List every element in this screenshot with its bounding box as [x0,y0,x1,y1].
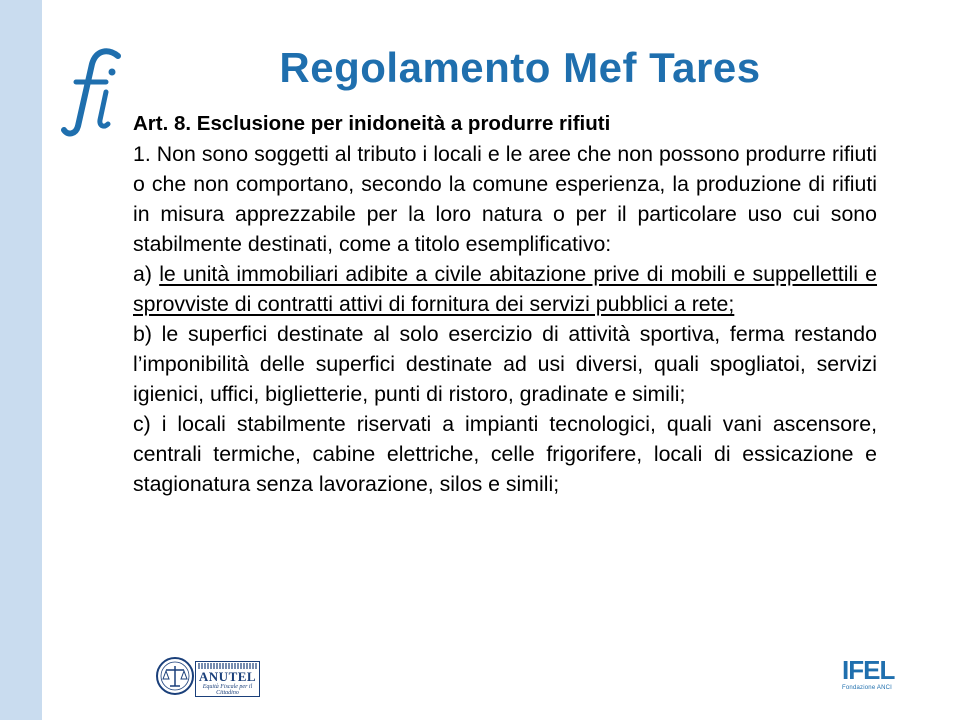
scales-seal-icon [155,655,195,697]
anutel-tagline: Equità Fiscale per il Cittadino [202,684,253,696]
paragraph-1: 1. Non sono soggetti al tributo i locali e le aree che non possono produrre rifiuti o che non comportano, secondo la comune esperienza, la produzione di rifiuti in misura apprezzabile per la loro natura o per il particolare uso cui sono stabilmente destinati, come a titolo esemplificativo: [133,142,877,256]
item-a [133,259,877,319]
anutel-wordmark [195,661,260,697]
item-a-prefix: a) [133,262,160,286]
slide-title: Regolamento Mef Tares [279,44,761,91]
ifel-logo [842,657,898,697]
item-c: c) i locali stabilmente riservati a impianti tecnologici, quali vani ascensore, centrali termiche, cabine elettriche, celle frigorifere, locali di essicazione e stagionatura senza lavorazione, silos e simili; [133,412,877,496]
item-a-text: le unità immobiliari adibite a civile abitazione prive di mobili e suppellettili e sprovviste di contratti attivi di fornitura dei servizi pubblici a rete; [133,262,878,316]
ifel-wordmark: IFEL [842,655,895,685]
anutel-name: ANUTEL [198,669,257,684]
item-b: b) le superfici destinate al solo esercizio di attività sportiva, ferma restando l’imponibilità delle superfici destinate ad usi diversi, quali spogliatoi, servizi igienici, uffici, biglietterie, punti di ristoro, gradinate e simili; [133,322,877,406]
left-accent-band [0,0,42,720]
article-heading: Art. 8. Esclusione per inidoneità a produrre rifiuti [133,112,611,135]
anutel-logo [155,655,260,697]
slide-body [133,109,877,499]
ifel-subtitle: Fondazione ANCI [842,685,893,691]
fi-monogram-icon [56,38,126,138]
